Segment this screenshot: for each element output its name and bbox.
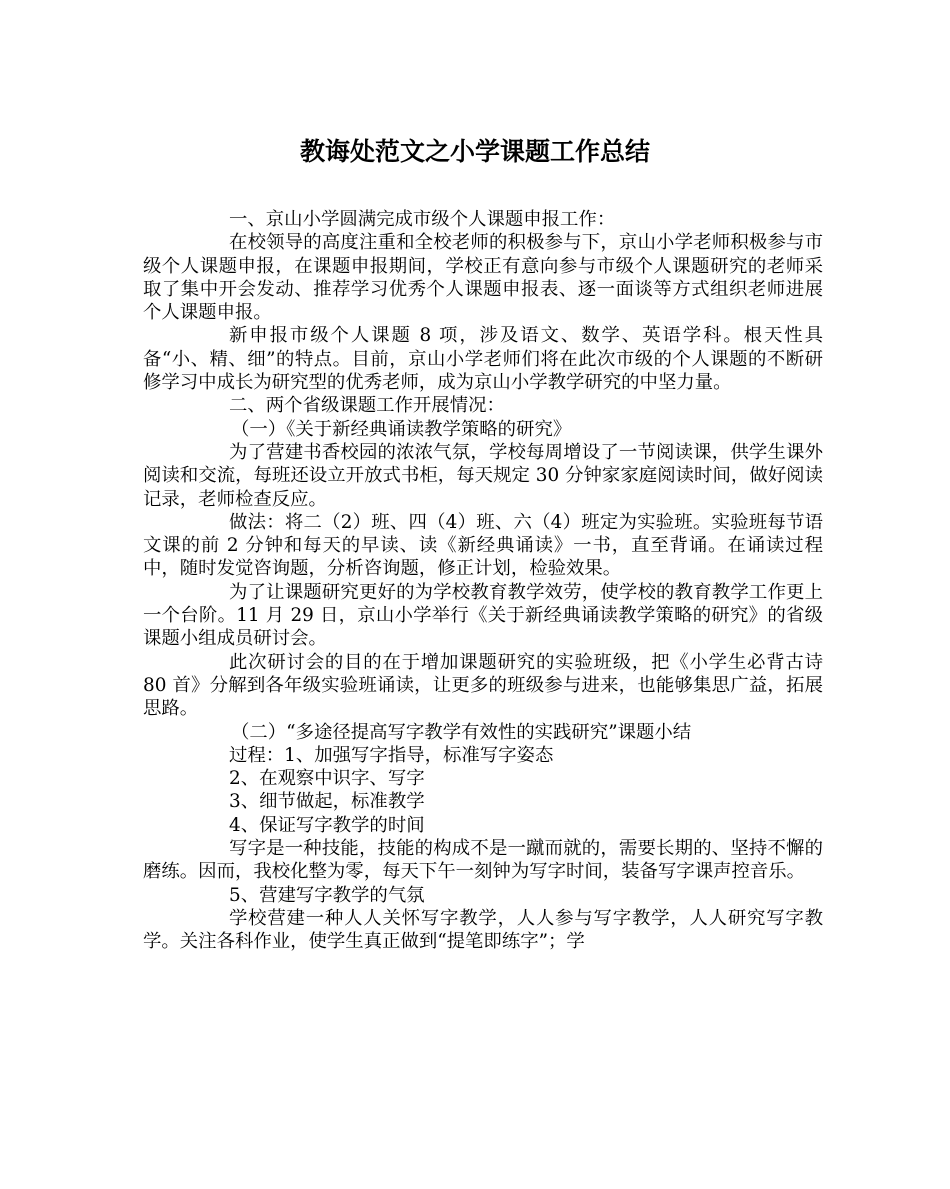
list-item: 2、在观察中识字、写字 xyxy=(229,768,425,790)
list-item: 3、细节做起，标准教学 xyxy=(229,791,425,813)
body-paragraph: 学校营建一种人人关怀写字教学，人人参与写字教学，人人研究写字教学。关注各科作业，使学生真正做到“提笔即练字”；学 xyxy=(143,907,823,953)
body-paragraph: 此次研讨会的目的在于增加课题研究的实验班级，把《小学生必背古诗 80 首》分解到各年级实验班诵读，让更多的班级参与进来，也能够集思广益，拓展思路。 xyxy=(143,651,823,720)
subsection-heading-1: （一）《关于新经典诵读教学策略的研究》 xyxy=(231,418,572,440)
body-paragraph: 为了让课题研究更好的为学校教育教学效劳，使学校的教育教学工作更上一个台阶。11 月 29 日，京山小学举行《关于新经典诵读教学策略的研究》的省级课题小组成员研讨会。 xyxy=(143,581,823,650)
body-paragraph: 为了营建书香校园的浓浓气氛，学校每周增设了一节阅读课，供学生课外阅读和交流，每班还设立开放式书柜，每天规定 30 分钟家家庭阅读时间，做好阅读记录，老师检查反应。 xyxy=(143,441,823,510)
document-body xyxy=(143,208,823,954)
body-paragraph: 在校领导的高度注重和全校老师的积极参与下，京山小学老师积极参与市级个人课题申报，在课题申报期间，学校正有意向参与市级个人课题研究的老师采取了集中开会发动、推荐学习优秀个人课题申报表、逐一面谈等方式组织老师进展个人课题申报。 xyxy=(143,232,823,324)
list-item: 4、保证写字教学的时间 xyxy=(229,814,425,836)
section-heading-2: 二、两个省级课题工作开展情况： xyxy=(229,395,505,417)
document-title: 教诲处范文之小学课题工作总结 xyxy=(299,137,650,166)
body-paragraph: 写字是一种技能，技能的构成不是一蹴而就的，需要长期的、坚持不懈的磨练。因而，我校化整为零，每天下午一刻钟为写字时间，装备写字课声控音乐。 xyxy=(143,838,823,883)
body-paragraph: 做法：将二（2）班、四（4）班、六（4）班定为实验班。实验班每节语文课的前 2 分钟和每天的早读、读《新经典诵读》一书，直至背诵。在诵读过程中，随时发觉咨询题，分析咨询题，修正计划，检验效果。 xyxy=(143,511,823,580)
list-item: 5、营建写字教学的气氛 xyxy=(229,884,425,906)
subsection-heading-2: （二）“多途径提高写字教学有效性的实践研究”课题小结 xyxy=(231,721,692,743)
section-heading-1: 一、京山小学圆满完成市级个人课题申报工作： xyxy=(229,209,616,230)
list-item: 过程：1、加强写字指导，标准写字姿态 xyxy=(229,744,554,766)
body-paragraph: 新申报市级个人课题 8 项，涉及语文、数学、英语学科。根天性具备“小、精、细”的特点。目前，京山小学老师们将在此次市级的个人课题的不断研修学习中成长为研究型的优秀老师，成为京山小学教学研究的中坚力量。 xyxy=(143,325,823,394)
